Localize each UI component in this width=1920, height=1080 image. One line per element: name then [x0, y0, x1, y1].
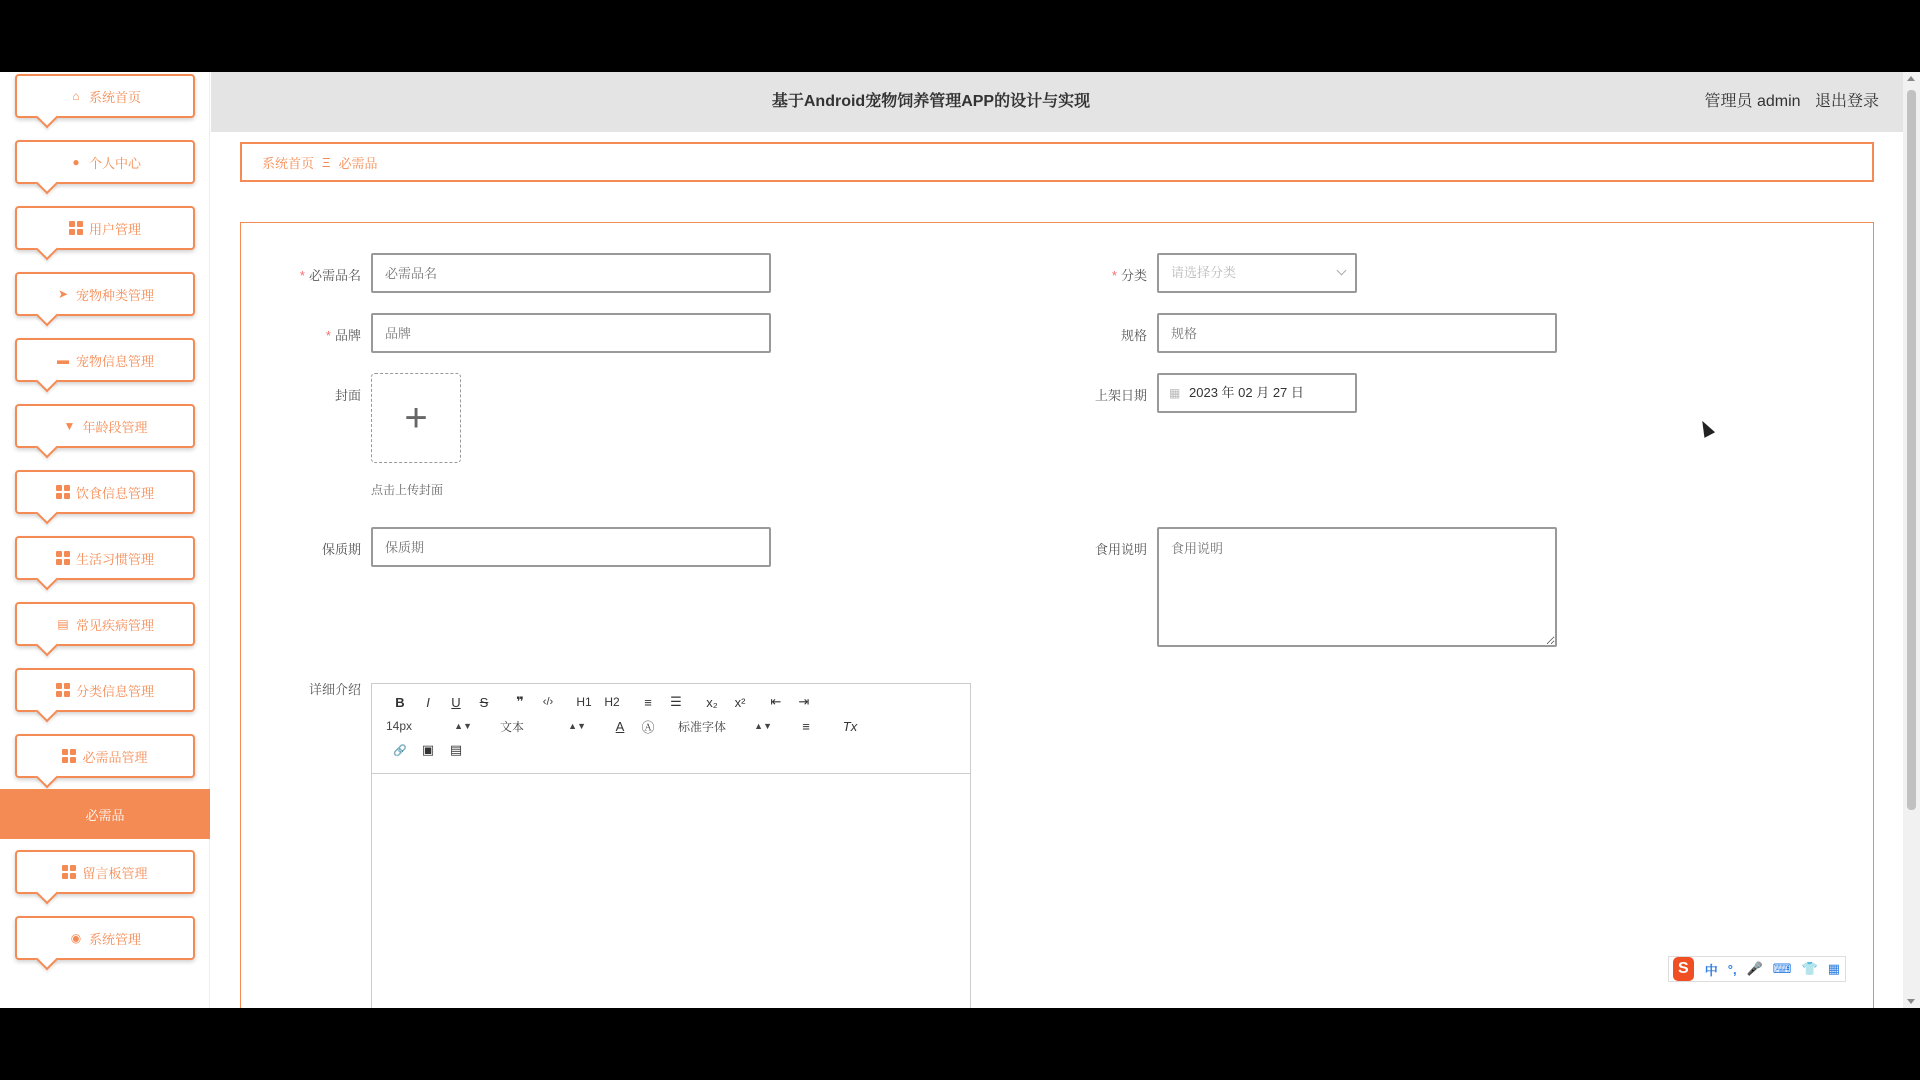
clear-format-icon[interactable]: Tx: [842, 718, 858, 734]
align-icon[interactable]: ≡: [802, 718, 810, 734]
sidebar-item-pet-types[interactable]: [15, 272, 195, 316]
ime-toolbox-icon[interactable]: ▦: [1827, 961, 1840, 976]
sidebar-item-necessities[interactable]: [15, 734, 195, 778]
location-icon: ◉: [70, 931, 82, 945]
sidebar-item-label: 系统管理: [88, 931, 141, 947]
sidebar-item-label: 用户管理: [88, 221, 141, 237]
font-size-select[interactable]: 14px ▲▼: [386, 719, 472, 733]
grid-icon: [56, 683, 70, 697]
underline-button[interactable]: U: [451, 694, 461, 710]
grid-icon: [56, 485, 70, 499]
user-label: 管理员 admin: [1704, 93, 1801, 110]
code-block-icon[interactable]: ‹/›: [542, 696, 554, 708]
sidebar-subitem-label: 必需品: [85, 807, 125, 823]
app-title: 基于Android宠物饲养管理APP的设计与实现: [771, 93, 1091, 110]
breadcrumb-home[interactable]: 系统首页: [262, 155, 315, 171]
category-select[interactable]: [1157, 253, 1357, 293]
usage-label: 食用说明: [1094, 542, 1147, 557]
cover-upload-hint: 点击上传封面: [371, 483, 444, 497]
bold-button[interactable]: B: [395, 694, 405, 710]
cover-label: 封面: [334, 388, 361, 403]
breadcrumb-current: 必需品: [338, 155, 378, 171]
header1-button[interactable]: H1: [576, 695, 592, 709]
user-icon: ●: [72, 155, 80, 169]
sidebar-item-label: 留言板管理: [82, 865, 148, 881]
brand-input[interactable]: [371, 313, 771, 353]
indent-icon[interactable]: ⇥: [798, 694, 810, 709]
sidebar-item-pet-info[interactable]: [15, 338, 195, 382]
form-panel: [240, 222, 1874, 1008]
usage-textarea[interactable]: [1157, 527, 1557, 647]
blockquote-icon[interactable]: ❞: [516, 694, 524, 709]
toolbar-row-styles: [386, 716, 864, 736]
date-label: 上架日期: [1094, 388, 1147, 403]
scroll-up-icon[interactable]: [1907, 76, 1915, 81]
ime-skin-icon[interactable]: 👕: [1801, 961, 1818, 976]
name-label: * 必需品名: [299, 268, 361, 283]
sidebar-item-label: 必需品管理: [82, 749, 148, 765]
sidebar-item-label: 宠物种类管理: [75, 287, 154, 303]
logout-link[interactable]: 退出登录: [1814, 93, 1879, 110]
link-icon[interactable]: 🔗: [393, 744, 407, 757]
ime-keyboard-icon[interactable]: ⌨: [1772, 961, 1792, 976]
sidebar-subitem-necessities[interactable]: [0, 789, 210, 839]
sidebar-item-label: 年龄段管理: [82, 419, 148, 435]
sidebar: [0, 72, 210, 1008]
spec-input[interactable]: [1157, 313, 1557, 353]
sidebar-item-diet[interactable]: [15, 470, 195, 514]
subscript-button[interactable]: x₂: [706, 694, 718, 710]
grid-icon: [69, 221, 83, 235]
sidebar-item-label: 饮食信息管理: [75, 485, 154, 501]
sidebar-item-profile[interactable]: [15, 140, 195, 184]
strike-button[interactable]: S: [479, 694, 489, 710]
date-value: 2023 年 02 月 27 日: [1189, 385, 1304, 400]
grid-icon: [56, 551, 70, 565]
grid-icon: [62, 865, 76, 879]
sidebar-item-label: 个人中心: [88, 155, 141, 171]
font-color-icon[interactable]: A: [615, 718, 625, 734]
text-style-select[interactable]: 文本 ▲▼: [500, 719, 586, 734]
grid-icon: [62, 749, 76, 763]
editor-toolbar: [372, 684, 970, 774]
sidebar-item-diseases[interactable]: [15, 602, 195, 646]
sidebar-item-habits[interactable]: [15, 536, 195, 580]
scroll-down-icon[interactable]: [1907, 999, 1915, 1004]
page-scrollbar[interactable]: [1903, 72, 1920, 1008]
briefcase-icon: ▤: [57, 617, 69, 631]
sidebar-item-label: 生活习惯管理: [75, 551, 154, 567]
rich-text-editor: [371, 683, 971, 1008]
shelf-life-input[interactable]: [371, 527, 771, 567]
breadcrumb-separator: Ξ: [322, 154, 331, 170]
sidebar-item-label: 常见疾病管理: [75, 617, 154, 633]
scroll-thumb[interactable]: [1907, 90, 1916, 810]
ime-punctuation-icon[interactable]: °,: [1727, 961, 1737, 977]
pin-icon: ▼: [63, 419, 76, 433]
spec-label: 规格: [1120, 328, 1147, 343]
sidebar-item-home[interactable]: [15, 74, 195, 118]
ime-lang-toggle[interactable]: 中: [1704, 962, 1718, 978]
toolbar-row-media: [386, 740, 470, 760]
superscript-button[interactable]: x²: [734, 694, 746, 710]
sidebar-item-age-groups[interactable]: [15, 404, 195, 448]
plus-icon: +: [404, 395, 428, 440]
category-label: * 分类: [1111, 268, 1147, 283]
sidebar-item-label: 宠物信息管理: [75, 353, 154, 369]
user-info: [1695, 72, 1880, 132]
top-header: [211, 72, 1903, 132]
app-screen: [0, 72, 1920, 1008]
name-input[interactable]: [371, 253, 771, 293]
sidebar-item-categories[interactable]: [15, 668, 195, 712]
sidebar-item-users[interactable]: [15, 206, 195, 250]
brand-label: * 品牌: [325, 328, 361, 343]
bullet-list-icon[interactable]: ☰: [670, 694, 682, 709]
send-icon: ➤: [57, 287, 69, 301]
sidebar-item-label: 系统首页: [88, 89, 141, 105]
breadcrumb: [240, 142, 1874, 182]
font-family-select[interactable]: 标准字体 ▲▼: [678, 719, 772, 734]
sidebar-item-messages[interactable]: [15, 850, 195, 894]
monitor-icon: ▬: [56, 353, 69, 367]
toolbar-row-formatting: [386, 692, 818, 712]
ordered-list-icon[interactable]: ≡: [644, 694, 652, 710]
chevron-down-icon: [1337, 266, 1347, 276]
date-picker[interactable]: [1157, 373, 1357, 413]
editor-content-area[interactable]: [372, 774, 970, 1008]
background-color-icon[interactable]: Ⓐ: [641, 719, 655, 735]
category-placeholder: 请选择分类: [1171, 265, 1237, 280]
italic-button[interactable]: I: [426, 694, 430, 710]
outdent-icon[interactable]: ⇤: [770, 694, 782, 709]
shelf-life-label: 保质期: [321, 542, 361, 557]
ime-voice-icon[interactable]: 🎤: [1746, 961, 1763, 976]
sidebar-item-system[interactable]: [15, 916, 195, 960]
sogou-logo-icon[interactable]: S: [1673, 957, 1694, 981]
sidebar-item-label: 分类信息管理: [75, 683, 154, 699]
ime-toolbar: [1668, 956, 1846, 982]
detail-label: 详细介绍: [308, 682, 361, 697]
calendar-icon: ▦: [1169, 386, 1181, 400]
video-icon[interactable]: ▤: [449, 742, 463, 757]
header2-button[interactable]: H2: [604, 695, 620, 709]
cover-upload[interactable]: [371, 373, 461, 463]
image-icon[interactable]: ▣: [421, 742, 435, 757]
home-icon: ⌂: [72, 89, 80, 103]
